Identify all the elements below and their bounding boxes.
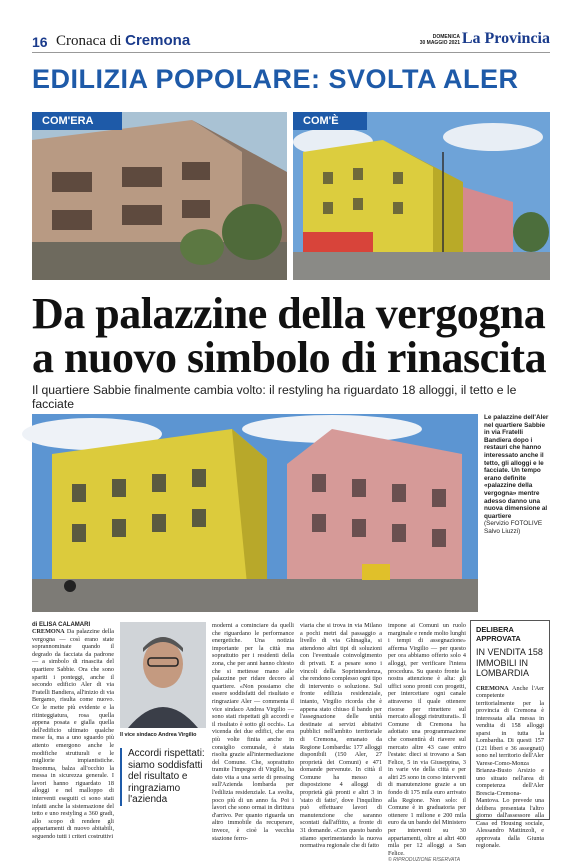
byline: di ELISA CALAMARI — [32, 622, 91, 628]
article-column-3: moderni a cominciare da quelli che riguardano le performance energetiche. Una notizia importante per la città ma soprattutto per i residenti della zona, che per anni hanno chiesto che si mettesse mano alle palazzine per ridare decoro al quartiere. «Non possiamo che essere soddisfatti del risultato e ringraziare Aler — commenta il vice sindaco Andrea Virgilio — sono stati rispettati gli accordi e il risultato è sotto gli occhi». La vicenda dei due edifici, che era più volte finita anche in consiglio comunale, è stata risolta grazie all'intermediazione del Comune. Che, soprattutto tramite l'impegno di Virgilio, ha dato vita a una serie di pressing sull'Azienda lombarda per l'edilizia residenziale. La svolta, poco più di un anno fa. Poi i lavori che sono ormai in dirittura d'arrivo. Per quanto riguarda un altro immobile da recuperare, invece, è cioè la vecchia stazione ferro- — [212, 622, 294, 842]
box-title: IN VENDITA 158 IMMOBILI IN LOMBARDIA — [476, 647, 543, 678]
kicker-title: EDILIZIA POPOLARE: SVOLTA ALER — [32, 64, 519, 94]
copyright-note: © RIPRODUZIONE RISERVATA — [388, 857, 461, 863]
sidebar-box — [470, 620, 550, 849]
before-photo-image — [32, 112, 287, 280]
headline: Da palazzine della vergogna a nuovo simbolo di rinascita — [32, 289, 547, 382]
box-heading: DELIBERA APPROVATA — [476, 625, 521, 643]
section-title: Cronaca di Cremona — [56, 32, 191, 49]
portrait-image — [120, 622, 206, 728]
before-label: COM'ERA — [32, 112, 122, 130]
portrait-photo — [120, 622, 206, 728]
article-column-1 — [32, 622, 114, 841]
subheadline: Il quartiere Sabbie finalmente cambia volto: il restyling ha riguardato 18 alloggi, il tetto e le facciate — [32, 383, 517, 411]
page-header — [32, 30, 550, 53]
article-column-4: viaria che si trova in via Milano a pochi metri dal passaggio a livello di via Ghinaglia, si attendono altri tipi di soluzioni con l'eventuale coinvolgimento di privati. E a pesare sono i vincoli della Soprintendenza, che rendono complesso ogni tipo di intervento o soluzione. Sul fronte edilizia residenziale, intanto, Virgilio ricorda che è appena stato chiuso il bando per l'assegnazione delle unità destinate ai servizi abitativi pubblici nell'ambito territoriale di Cremona, emanato da Regione Lombardia: 177 alloggi disponibili (150 Aler, 27 proprietà dei Comuni) e 471 domande pervenute. In città il Comune ha messo a disposizione 4 alloggi di proprietà già pronti e altri 3 in 'stato di fatto', dove l'inquilino può effettuare lavori di manutenzione che saranno scontati dall'affitto, a fronte di 31 domande. «Con questo bando stiamo sperimentando la nuova normativa regionale che di fatto — [300, 622, 382, 850]
pull-quote: Accordi rispettati: siamo soddisfatti del risultato e ringraziamo l'azienda — [120, 748, 214, 806]
portrait-caption: Il vice sindaco Andrea Virgilio — [120, 732, 197, 738]
newspaper-logo: La Provincia — [461, 30, 550, 47]
after-label: COM'È — [293, 112, 367, 130]
article-text-col1: Da palazzine della vergogna — così erano state soprannominate quando il degrado da facciata da padrone — a simbolo di rinascita del quartiere Sabbie. Ora che sono spariti i ponteggi, anche il secondo edificio Aler di via Fratelli Bandiera, all'inizio di via Bergamo, risulta come nuovo. Ce le mette più evidente e la ritinteggiatura, rosa quella appena posata e gialla quella dell'edificio ultimato qualche mese fa, ma a uno sguardo più attento emergono anche le modifiche strutturali e le migliorie impiantistiche. Insomma, balza all'occhio la messa in sicurezza generale. I lavori hanno riguardato 18 alloggi e nel malloppo di interventi eseguiti ci sono stati infatti anche la sistemazione del tetto e uno restyling a 360 gradi, allo scopo di rendere gli appartamenti di nuovo abitabili, seguendo tutti i criteri costruttivi — [32, 628, 114, 841]
issue-date: DOMENICA 30 MAGGIO 2021 — [419, 34, 460, 46]
article-column-5: impone ai Comuni un ruolo marginale e rende molto lunghi i tempi di assegnazione» afferma Virgilio — per questo per ora abbiamo offerto solo 4 alloggi, per verificare l'intera procedura. Su questo fronte la nostra attenzione è alta: gli uffici sono pronti con progetti, per intercettare ogni canale attraverso il quale ottenere risorse per rimettere sul mercato alloggi ristrutturati». Il Comune di Cremona ha adottato una programmazione che consentirà di riavere sul mercato altre 43 case entro l'estate: dieci si trovano a San Felice, 5 in via Giuseppina, 3 in varie vie della città e per altri 25 sono in corso interventi di manutenzione grazie a un fondo di 175 mila euro arrivato alla Regione. Non solo: il Comune è in graduatoria per ottenere 1 milione e 200 mila euro da un bando del Ministero per interventi su 30 appartamenti, oltre ai altri 400 mila per 12 alloggi a San Felice. © RIPRODUZIONE RISERVATA — [388, 622, 467, 863]
dateline-city: CREMONA — [32, 628, 65, 635]
panorama-photo-image — [32, 414, 478, 612]
after-photo — [293, 112, 550, 280]
before-photo — [32, 112, 287, 280]
panorama-photo — [32, 414, 478, 612]
box-body: CREMONA Anche l'Aer competente territorialmente per la provincia di Cremona è interessata alla messa in vendita di 158 alloggi sparsi in tutta la Lombardia. Di questi 157 (121 liberi e 36 assegnati) sono nel territorio dell'Aler Varese-Como-Monza Brianza-Busto Arsizio e uno situato nell'area di competenza dell'Aler Brescia-Cremona-Mantova. Lo prevede una delibera presentata l'altro giorno dall'assessore alla Casa ed Housing sociale, Alessandro Mattinzoli, e approvata dalla Giunta regionale. — [476, 684, 544, 849]
page-number: 16 — [32, 34, 48, 50]
after-photo-image — [293, 112, 550, 280]
photo-caption: Le palazzine dell'Aler nel quartiere Sabbie in via Fratelli Bandiera dopo i restauri che hanno interessato anche il tetto, gli alloggi e le facciate. Un tempo erano definite «palazzine della vergogna» mentre adesso danno una nuova dimensione al quartiere (Servizio FOTOLIVE Salvo Liuzzi) — [484, 414, 549, 535]
